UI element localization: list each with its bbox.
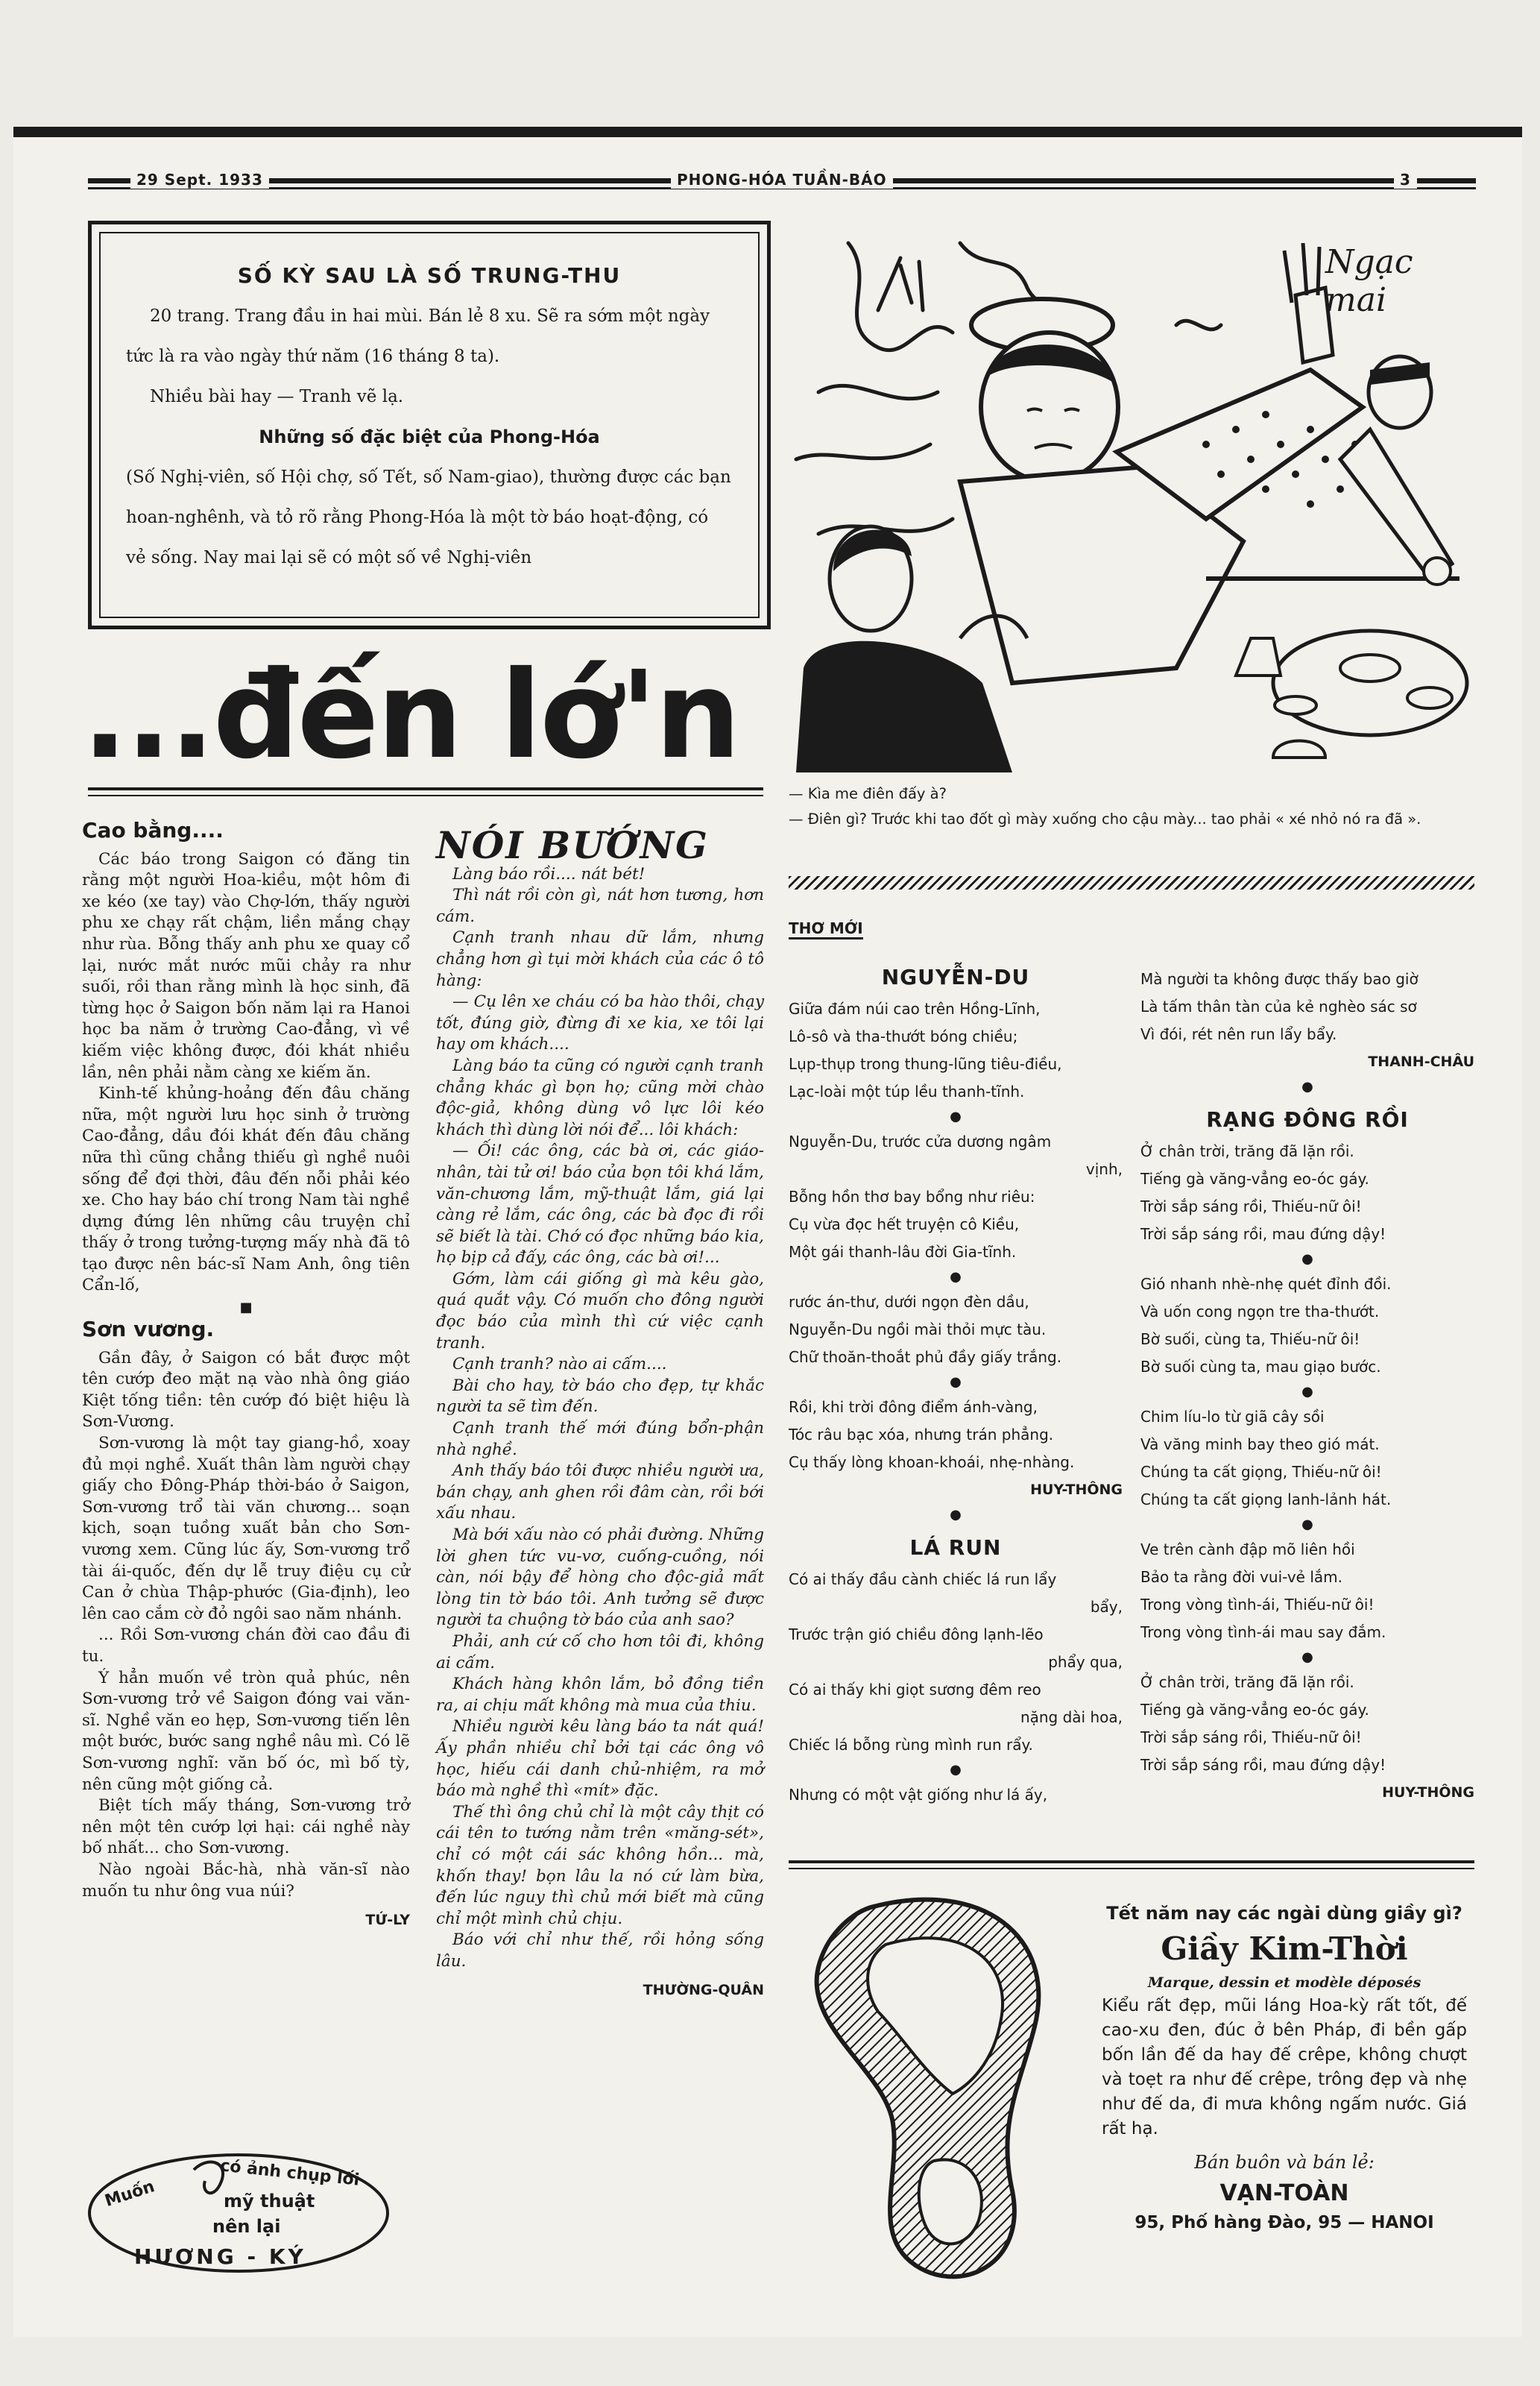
paragraph: Kinh-tế khủng-hoảng đến đâu chăng nữa, một người lưu học sinh ở trường Cao-đẳng, dầu đói khát đến đâu chăng nữa thì cũng chẳng thiếu gì nghề nuôi sống để đợi thời, đâu đến nỗi phải kéo xe. Cho hay báo chí trong Nam tài nghề dựng đứng lên những câu truyện chỉ thấy ở trong tưởng-tượng mấy nhà đã tô tạo được nên bác-sĩ Nam Anh, ông tiên Cẩn-lố, (82, 1084, 410, 1295)
paragraph: Thế thì ông chủ chỉ là một cây thịt có cái tên to tướng nằm trên «măng-sét», chỉ có một cái sác không hồn... mà, khốn thay! bọn lâu la nó cứ làm bừa, đến lúc nguy thì chủ mới biết mà cũng chỉ một mình chủ chịu. (436, 1802, 764, 1928)
section-label-tho-moi: THƠ MỚI (789, 919, 863, 939)
announcement-line-3: (Số Nghị-viên, số Hội chợ, số Tết, số Nam-giao), thường được các bạn hoan-nghênh, và tỏ rõ rằng Phong-Hóa là một tờ báo hoạt-động, có vẻ sống. Nay mai lại sẽ có một số về Nghị-viên (126, 468, 731, 567)
ad-address: 95, Phố hàng Đào, 95 — HANOI (1135, 2213, 1434, 2232)
poem-line: Lạc-loài một túp lều thanh-tĩnh. (789, 1083, 1025, 1101)
ad-text-co-anh: có ảnh chụp lối (219, 2156, 361, 2190)
poem-author: THANH-CHÂU (1368, 1054, 1474, 1070)
poem-line: Bờ suối cùng ta, mau giạo bước. (1140, 1358, 1381, 1376)
poem-line: Bảo ta rằng đời vui-vẻ lắm. (1140, 1568, 1342, 1586)
poem-line: Lụp-thụp trong thung-lũng tiêu-điều, (789, 1055, 1062, 1073)
paragraph: — Ối! các ông, các bà ơi, các giáo-nhân, tài tử ơi! báo của bọn tôi khá lắm, văn-chương lắm, mỹ-thuật lắm, giá lại càng rẻ lắm, các ông, các bà đọc đi rồi sẽ biết là tài. Chớ có đọc những báo kia, họ bịp cả đấy, các ông, các bà ơi!... (436, 1142, 764, 1268)
poem-line: Bỗng hồn thơ bay bổng như riêu: (789, 1188, 1035, 1206)
poem-line: vịnh, (1085, 1160, 1123, 1178)
separator-dot: ● (950, 1374, 962, 1390)
header-date: 29 Sept. 1933 (130, 171, 269, 189)
ad-marque: Marque, dessin et modèle déposés (1147, 1974, 1421, 1991)
separator-dot: ● (1301, 1384, 1313, 1400)
poem-line: Chữ thoăn-thoắt phủ đầy giấy trắng. (789, 1348, 1062, 1366)
paragraph: Sơn-vương là một tay giang-hồ, xoay đủ mọi nghề. Xuất thân làm người chạy giấy cho Đông-Pháp thời-báo ở Saigon, Sơn-vương trổ tài văn chương... soạn kịch, soạn tuồng xuất bản cho Sơn-vương xem. Cũng lúc ấy, Sơn-vương trổ tài ái-quốc, đến dự lễ truy điệu cụ cử Can ở chùa Thập-phước (Gia-định), leo lên cao cắm cờ đỏ ngôi sao năm nhánh. (82, 1434, 410, 1623)
ad-question: Tết năm nay các ngài dùng giầy gì? (1106, 1903, 1462, 1924)
poem-line: Chúng ta cất giọng, Thiếu-nữ ôi! (1140, 1463, 1382, 1481)
ad-brand: Giầy Kim-Thời (1161, 1930, 1408, 1967)
poem-line: Và văng minh bay theo gió mát. (1140, 1435, 1380, 1453)
ad-shop-name: VẠN-TOÀN (1219, 2180, 1349, 2206)
paragraph: Cạnh tranh nhau dữ lắm, nhưng chẳng hơn gì tụi mời khách của các ô tô hàng: (436, 928, 764, 990)
shoe-sole-illustration (789, 1877, 1102, 2295)
poem-line: Trước trận gió chiều đông lạnh-lẽo (789, 1625, 1044, 1643)
announcement-title: SỐ KỲ SAU LÀ SỐ TRUNG-THU (237, 263, 622, 288)
paragraph: Biệt tích mấy tháng, Sơn-vương trở nên một tên cướp lợi hại: cái nghề này bố nhất... cho Sơn-vương. (82, 1796, 410, 1858)
poem-line: bẩy, (1090, 1598, 1123, 1616)
poem-line: Trong vòng tình-ái, Thiếu-nữ ôi! (1140, 1596, 1375, 1614)
announcement-line-2: Nhiều bài hay — Tranh vẽ lạ. (150, 387, 404, 406)
cartoon-caption (789, 781, 1474, 832)
paragraph: Anh thấy báo tôi được nhiều người ưa, bán chạy, anh ghen rồi đâm càn, rồi bới xấu nhau. (436, 1461, 764, 1523)
poem-author: HUY-THÔNG (1030, 1482, 1123, 1498)
poem-line: Cụ vừa đọc hết truyện cô Kiều, (789, 1215, 1020, 1233)
separator-dot: ■ (239, 1300, 253, 1316)
ad-text-nen-lai: nên lại (212, 2216, 281, 2237)
headline-rule (88, 787, 763, 796)
poem-title: NGUYỄN-DU (881, 965, 1030, 989)
paragraph: Thì nát rồi còn gì, nát hơn tương, hơn cám. (436, 886, 764, 926)
poem-line: Trong vòng tình-ái mau say đắm. (1140, 1623, 1386, 1641)
top-scan-band (13, 127, 1522, 137)
ad-text-huong-ky: HƯƠNG - KÝ (134, 2244, 306, 2269)
poem-author: HUY-THÔNG (1382, 1784, 1474, 1801)
poem-nguyen-du (789, 956, 1123, 1809)
paragraph: Phải, anh cứ cố cho hơn tôi đi, không ai cấm. (436, 1631, 764, 1672)
cartoon-caption-line-1: — Kìa me điên đấy à? (789, 785, 947, 802)
poem-line: Chúng ta cất giọng lanh-lảnh hát. (1140, 1491, 1392, 1508)
poem-line: Cụ thấy lòng khoan-khoái, nhẹ-nhàng. (789, 1453, 1075, 1471)
poem-line: Có ai thấy đầu cành chiếc lá run lẩy (789, 1570, 1057, 1588)
poem-rang-dong (1140, 966, 1474, 1807)
poem-title: RẠNG ĐÔNG RỒI (1206, 1107, 1409, 1132)
poem-line: Một gái thanh-lâu đời Gia-tĩnh. (789, 1243, 1017, 1261)
poem-line: rước án-thư, dưới ngọn đèn dầu, (789, 1293, 1029, 1311)
separator-dot: ● (950, 1762, 962, 1778)
ad-text-block (1102, 1900, 1467, 2237)
paragraph: — Cụ lên xe cháu có ba hào thôi, chạy tốt, đúng giờ, đừng đi xe kia, xe tôi lại hay om khách.... (436, 992, 764, 1054)
poem-line: Tiếng gà văng-vẳng eo-óc gáy. (1140, 1701, 1369, 1719)
separator-dot: ● (1301, 1517, 1313, 1532)
poem-line: Trời sắp sáng rồi, Thiếu-nữ ôi! (1140, 1728, 1362, 1746)
paragraph: Mà bới xấu nào có phải đường. Những lời ghen tức vu-vơ, cuống-cuồng, nói càn, nói bậy để hòng cho độc-giả mất lòng tin tờ báo tôi. Anh tưởng sẽ được người ta chuộng tờ báo của anh sao? (436, 1526, 764, 1630)
announcement-subtitle: Những số đặc biệt của Phong-Hóa (259, 426, 600, 447)
cartoon-illustration (789, 221, 1473, 772)
separator-dot: ● (950, 1269, 962, 1285)
poem-line: Gió nhanh nhè-nhẹ quét đỉnh đồi. (1140, 1275, 1392, 1293)
ad-sell-label: Bán buôn và bán lẻ: (1194, 2152, 1375, 2173)
column-tu-ly (82, 820, 410, 1931)
poem-line: Nguyễn-Du, trước cửa dương ngâm (789, 1133, 1052, 1150)
poem-line: nặng dài hoa, (1020, 1708, 1123, 1726)
poem-line: Ở chân trời, trăng đã lặn rồi. (1140, 1673, 1354, 1691)
paragraph: Gần đây, ở Saigon có bắt được một tên cướp đeo mặt nạ vào nhà ông giáo Kiệt tống tiền: tên cướp đó biệt hiệu là Sơn-Vương. (82, 1348, 410, 1432)
poem-line: Trời sắp sáng rồi, mau đứng dậy! (1140, 1225, 1386, 1243)
big-headline: ...đến lớ'n (82, 646, 739, 786)
poem-line: Rồi, khi trời đông điểm ánh-vàng, (789, 1398, 1038, 1416)
paragraph: Khách hàng khôn lắm, bỏ đồng tiền ra, ai chịu mất không mà mua của thiu. (436, 1675, 764, 1715)
paragraph: ... Rồi Sơn-vương chán đời cao đầu đi tu. (82, 1625, 410, 1666)
header-paper-name: PHONG-HÓA TUẦN-BÁO (671, 171, 893, 189)
poem-line: Chiếc lá bỗng rùng mình run rẩy. (789, 1736, 1033, 1754)
cartoon-artist-signature: Ngạc mai (1325, 243, 1413, 319)
poem-line: Tiếng gà văng-vẳng eo-óc gáy. (1140, 1170, 1369, 1188)
paragraph: Cạnh tranh thế mới đúng bổn-phận nhà nghề. (436, 1419, 764, 1459)
ad-giay-kim-thoi (789, 1877, 1474, 2299)
poem-line: Bờ suối, cùng ta, Thiếu-nữ ôi! (1140, 1330, 1360, 1348)
poem-line: Trời sắp sáng rồi, mau đứng dậy! (1140, 1756, 1386, 1774)
paragraph: Bài cho hay, tờ báo cho đẹp, tự khắc người ta sẽ tìm đến. (436, 1376, 764, 1417)
ad-huong-ky (82, 2147, 410, 2278)
poem-line: Ở chân trời, trăng đã lặn rồi. (1140, 1142, 1354, 1160)
ad-description: Kiểu rất đẹp, mũi láng Hoa-kỳ rất tốt, đế cao-xu đen, đúc ở bên Pháp, đi bền gấp bốn lần đế da hay đế crêpe, không chượt và toẹt ra như đế crêpe, trông đẹp và nhẹ như đế da, đi mưa không ngấm nước. Giá rất hạ. (1102, 1996, 1467, 2138)
separator-dot: ● (950, 1507, 962, 1523)
ad-text-my-thuat: mỹ thuật (224, 2191, 315, 2212)
section-title-son-vuong: Sơn vương. (82, 1317, 215, 1342)
paragraph: Nào ngoài Bắc-hà, nhà văn-sĩ nào muốn tu như ông vua núi? (82, 1860, 410, 1901)
separator-dot: ● (950, 1109, 962, 1124)
paragraph: Làng báo rồi.... nát bét! (452, 864, 646, 884)
paragraph: Nhiều người kêu làng báo ta nát quá! Ấy phần nhiều chỉ bởi tại các ông vô học, hiếu cái danh chủ-nhiệm, ra mở báo mà nghề thì «mít» đặc. (436, 1717, 764, 1801)
paragraph: Các báo trong Saigon có đăng tin rằng một người Hoa-kiều, một hôm đi xe kéo (xe tay) vào Chợ-lớn, thấy người phu xe chạy rất chậm, liền mắng chạy như rùa. Bỗng thấy anh phu xe quay cổ lại, nước mắt nước mũi chảy ra như suối, rồi than rằng mình là học sinh, đã từng học ở Saigon bốn năm lại ra Hanoi học ba năm ở trường Cao-đẳng, vì về kiếm việc không được, đói khát nhiều lần, nên phải nằm càng xe kiếm ăn. (82, 849, 410, 1082)
poem-line: Giữa đám núi cao trên Hồng-Lĩnh, (789, 1000, 1041, 1018)
paragraph: Làng báo ta cũng có người cạnh tranh chẳng khác gì bọn họ; cũng mời chào độc-giả, không dùng vô lực lôi kéo khách thì dùng lời nói để... lôi khách: (436, 1056, 764, 1139)
separator-dot: ● (1301, 1649, 1313, 1665)
paragraph: Báo với chỉ như thế, rồi hỏng sống lâu. (436, 1930, 764, 1971)
cartoon-caption-line-2: — Điên gì? Trước khi tao đốt gì mày xuống cho cậu mày... tao phải « xé nhỏ nó ra đã ». (789, 810, 1421, 828)
section-title-cao-bang: Cao bằng.... (82, 818, 224, 843)
signature-tu-ly: TỨ-LY (365, 1912, 410, 1929)
signature-thuong-quan: THƯỜNG-QUÂN (643, 1982, 764, 1999)
poem-line: Nhưng có một vật giống như lá ấy, (789, 1786, 1048, 1804)
wave-rule (789, 876, 1474, 890)
column-noi-buong (436, 823, 764, 2001)
article-title-noi-buong: NÓI BƯỚNG (436, 823, 709, 867)
poem-line: Chim líu-lo từ giã cây sồi (1140, 1408, 1325, 1426)
poem-line: Nguyễn-Du ngồi mài thỏi mực tàu. (789, 1321, 1047, 1338)
poem-line: Ve trên cành đập mõ liên hồi (1140, 1540, 1355, 1558)
poem-title: LÁ RUN (909, 1535, 1002, 1560)
paragraph: Cạnh tranh? nào ai cấm.... (452, 1355, 667, 1374)
ad-top-rule (789, 1860, 1474, 1869)
ad-text-muon: Muốn (102, 2177, 157, 2211)
poem-line: Là tấm thân tàn của kẻ nghèo sác sơ (1140, 998, 1417, 1016)
poem-line: Và uốn cong ngọn tre tha-thướt. (1140, 1303, 1380, 1321)
poem-line: Tóc râu bạc xóa, nhưng trán phẳng. (789, 1426, 1054, 1444)
separator-dot: ● (1301, 1251, 1313, 1267)
poem-line: Vì đói, rét nên run lẩy bẩy. (1140, 1025, 1337, 1043)
separator-dot: ● (1301, 1079, 1313, 1095)
announcement-box (88, 221, 771, 629)
poem-line: Có ai thấy khi giọt sương đêm reo (789, 1681, 1041, 1699)
paragraph: Gớm, làm cái giống gì mà kêu gào, quá quắt vậy. Có muốn cho đông người đọc báo của mình thì cứ việc cạnh tranh. (436, 1269, 764, 1353)
poem-line: Mà người ta không được thấy bao giờ (1140, 970, 1418, 988)
poem-line: Trời sắp sáng rồi, Thiếu-nữ ôi! (1140, 1197, 1362, 1215)
header-page-number: 3 (1394, 171, 1417, 189)
poem-line: Lô-sô và tha-thướt bóng chiều; (789, 1027, 1018, 1045)
poem-line: phẩy qua, (1048, 1653, 1123, 1671)
announcement-line-1: 20 trang. Trang đầu in hai mùi. Bán lẻ 8 xu. Sẽ ra sớm một ngày tức là ra vào ngày thứ năm (16 tháng 8 ta). (126, 306, 710, 366)
paragraph: Ý hẳn muốn về tròn quả phúc, nên Sơn-vương trở về Saigon đóng vai văn-sĩ. Nghề văn eo hẹp, Sơn-vương tiến lên một bước, bước sang nghề nâu mì. Có lẽ Sơn-vương nghĩ: văn bố óc, mì bố tỳ, nên cũng một giống cả. (82, 1668, 410, 1794)
